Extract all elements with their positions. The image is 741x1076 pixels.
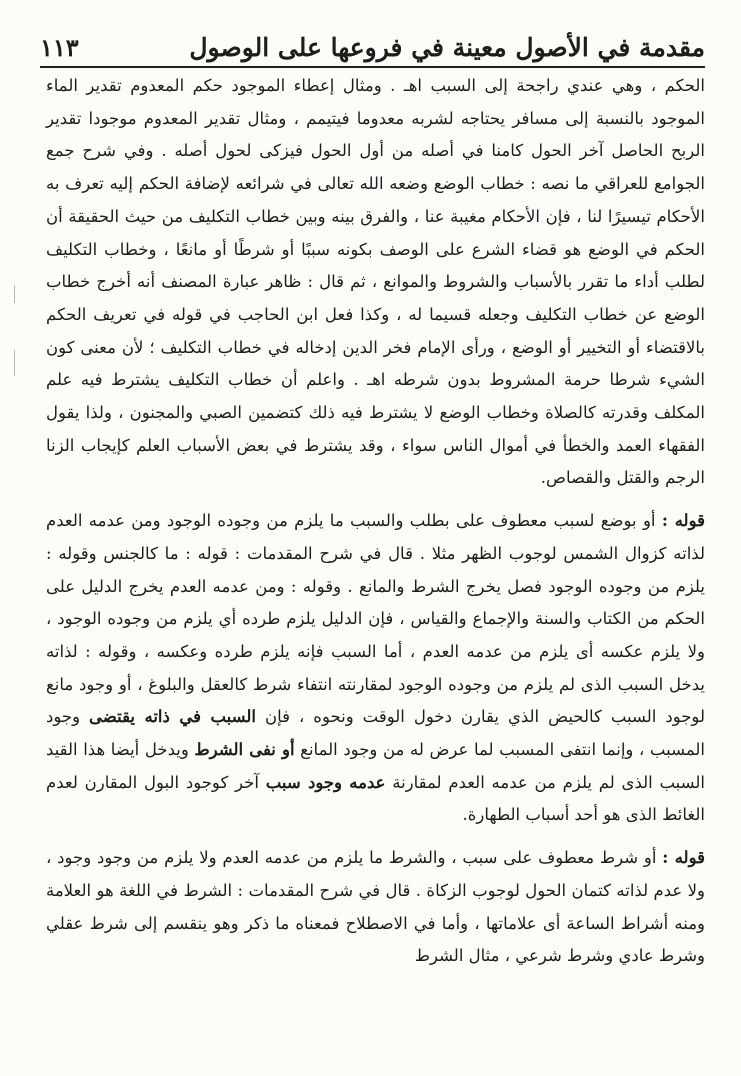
page-body xyxy=(46,70,705,1056)
page-number: ١١٣ xyxy=(40,33,79,62)
paragraph-2-text-d: آخر كوجود البول المقارن لعدم الغائط الذى هو أحد أسباب الطهارة. xyxy=(46,772,705,825)
lemma-label: قوله : xyxy=(662,848,705,868)
lemma-label: قوله : xyxy=(661,511,705,531)
page-header xyxy=(40,22,705,68)
paragraph-2 xyxy=(46,505,705,832)
paragraph-3 xyxy=(46,842,705,973)
paragraph-3-text: أو شرط معطوف على سبب ، والشرط ما يلزم من عدمه العدم ولا يلزم من وجود وجود ، ولا عدم لذاته كتمان الحول لوجوب الزكاة . قال في شرح المقدمات : الشرط في اللغة هو العلامة ومنه أشراط الساعة أى علاماتها ، وأما في الاصطلاح فمعناه ما ذكر وهو ينقسم إلى شرط عقلي وشرط عادي وشرط شرعي ، مثال الشرط xyxy=(46,848,705,966)
paragraph-2-emphasis-3: عدمه وجود سبب xyxy=(265,772,386,792)
running-title: مقدمة في الأصول معينة في فروعها على الوصول xyxy=(189,33,705,62)
paragraph-2-text-c: ويدخل أيضا هذا القيد السبب الذى لم يلزم من عدمه العدم لمقارنة xyxy=(46,740,705,792)
paragraph-2-emphasis-1: السبب في ذاته يقتضى xyxy=(89,707,256,727)
paragraph-2-text-a: أو بوضع لسبب معطوف على بطلب والسبب ما يلزم من وجوده الوجود ومن عدمه العدم لذاته كزوال الشمس لوجوب الظهر مثلا . قال في شرح المقدمات : قوله : ما كالجنس وقوله : يلزم من وجوده الوجود فصل يخرج الشرط والمانع . وقوله : ومن عدمه العدم يخرج الدليل على الحكم من الكتاب والسنة والإجماع والقياس ، فإن الدليل يلزم طرده أي يلزم من وجوده الوجود ، ولا يلزم عكسه أى يلزم من عدمه العدم ، أما السبب فإنه يلزم طرده وعكسه ، وقوله : لذاته يدخل السبب الذى لم يلزم من وجوده الوجود لمقارنته انتفاء شرط كالعقل والبلوغ ، أو وجود مانع لوجود السبب كالحيض الذي يقارن دخول الوقت ونحوه ، فإن xyxy=(46,511,705,727)
paragraph-2-emphasis-2: أو نفى الشرط xyxy=(194,740,295,760)
margin-mark xyxy=(14,350,15,376)
paragraph-2-text-b: وجود المسبب ، وإنما انتفى المسبب لما عرض له من وجود المانع xyxy=(46,707,705,760)
paragraph-1: الحكم ، وهي عندي راجحة إلى السبب اهـ . ومثال إعطاء الموجود حكم المعدوم تقدير الماء الموجود بالنسبة إلى مسافر يحتاجه لشربه معدوما فيتيمم ، ومثال تقدير المعدوم موجودا تقدير الربح الحاصل آخر الحول كامنا في أصله من أول الحول فيزكى لحول أصله . وفي شرح جمع الجوامع للعراقي ما نصه : خطاب الوضع وضعه الله تعالى في شرائعه لإضافة الحكم إليه تعرف به الأحكام تيسيرًا لنا ، فإن الأحكام مغيبة عنا ، والفرق بينه وبين خطاب التكليف من حيث الحقيقة أن الحكم في الوضع هو قضاء الشرع على الوصف بكونه سببًا أو شرطًا أو مانعًا ، وخطاب التكليف لطلب أداء ما تقرر بالأسباب والشروط والموانع ، ثم قال : ظاهر عبارة المصنف أنه أخرج خطاب الوضع عن خطاب التكليف وجعله قسيما له ، وكذا فعل ابن الحاجب في قوله في تعريف الحكم بالاقتضاء أو التخيير أو الوضع ، ورأى الإمام فخر الدين إدخاله في خطاب التكليف ؛ لأن معنى كون الشيء شرطا حرمة المشروط بدون شرطه اهـ . واعلم أن خطاب التكليف يشترط فيه علم المكلف وقدرته كالصلاة وخطاب الوضع لا يشترط فيه ذلك كتضمين الصبي والمجنون ، ولذا يقول الفقهاء العمد والخطأ في أموال الناس سواء ، وقد يشترط في بعض الأسباب العلم كإيجاب الزنا الرجم والقتل والقصاص. xyxy=(46,76,705,488)
margin-mark xyxy=(14,285,15,303)
